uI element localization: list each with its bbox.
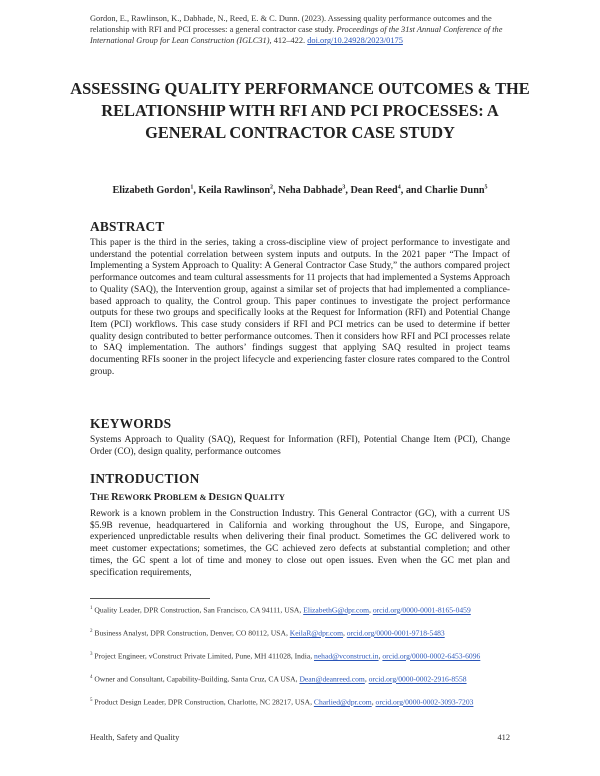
- footnote-3-email-link[interactable]: nehad@vconstruct.in: [314, 651, 379, 661]
- author-2: Keila Rawlinson$^2$,: [198, 185, 279, 197]
- footnote-2-orcid-link[interactable]: orcid.org/0000-0001-9718-5483: [346, 628, 445, 638]
- citation-doi-link[interactable]: doi.org/10.24928/2023/0175: [307, 36, 403, 45]
- citation-header: [90, 13, 510, 46]
- footnote-2: $^2$ Business Analyst, DPR Construction, Denver, CO 80112, USA, KeilaR@dpr.com, orcid.org/0000-0001-9718-5483: [90, 628, 445, 638]
- footnote-3-orcid-link[interactable]: orcid.org/0000-0002-6453-6096: [382, 651, 481, 661]
- footnote-2-email-link[interactable]: KeilaR@dpr.com: [289, 628, 343, 638]
- abstract-heading: ABSTRACT: [90, 219, 165, 234]
- introduction-heading: INTRODUCTION: [90, 471, 200, 486]
- footnote-1: $^1$ Quality Leader, DPR Construction, San Francisco, CA 94111, USA, ElizabethG@dpr.com, orcid.org/0000-0001-8165-0459: [90, 605, 471, 615]
- paper-title: ASSESSING QUALITY PERFORMANCE OUTCOMES & THE RELATIONSHIP WITH RFI AND PCI PROCESSES: A GENERAL CONTRACTOR CASE STUDY: [70, 79, 530, 142]
- footnote-1-email-link[interactable]: ElizabethG@dpr.com: [303, 605, 370, 615]
- citation-pages: 412–422.: [273, 36, 306, 45]
- citation-text: Gordon, E., Rawlinson, K., Dabhade, N., Reed, E. & C. Dunn. (2023). Assessing quality performance outcomes and the relationship with RFI and PCI processes: a general contractor case study.: [90, 14, 492, 34]
- footnote-4-email-link[interactable]: Dean@deanreed.com: [299, 674, 365, 684]
- footnote-4: $^4$ Owner and Consultant, Capability-Building, Santa Cruz, CA USA, Dean@deanreed.com, orcid.org/0000-0002-2916-8558: [90, 674, 467, 684]
- rework-subheading: THE REWORK PROBLEM & DESIGN QUALITY: [90, 492, 285, 503]
- citation-proceedings: Proceedings of the 31st Annual Conference of the International Group for Lean Construction (IGLC31),: [90, 25, 503, 45]
- footnote-1-orcid-link[interactable]: orcid.org/0000-0001-8165-0459: [372, 605, 471, 615]
- footnote-5: $^5$ Product Design Leader, DPR Construction, Charlotte, NC 28217, USA, Charlied@dpr.com, orcid.org/0000-0002-3093-7203: [90, 697, 474, 707]
- author-list: [60, 185, 540, 196]
- abstract-text: This paper is the third in the series, taking a cross-discipline view of project performance to investigate and understand the potential correlation between system inputs and outputs. In the 2021 paper “The Impact of Implementing a System Approach to Quality: A General Contractor Case Study,” the authors compared project performance outcomes and team cultural assessments for 11 projects that had implemented a Systems Approach to Quality (SAQ), the Intervention group, against a similar set of projects that had implemented a compliance-based approach to quality, the Control group. This paper continues to investigate the project performance outputs for these two groups and specifically looks at the Request for Information (RFI) and Potential Change Item (PCI) workflows. This case study considers if RFI and PCI metrics can be used to determine if better quality design contributed to better performance outcomes. Then it considers how RFI and PCI processes relate to SAQ implementation. The authors’ findings suggest that applying SAQ resulted in project teams documenting RFIs sooner in the project lifecycle and experiencing faster closure rates compared to the Control group.: [90, 238, 510, 377]
- footnote-divider: [90, 598, 210, 599]
- footnote-4-orcid-link[interactable]: orcid.org/0000-0002-2916-8558: [368, 674, 467, 684]
- footnote-5-orcid-link[interactable]: orcid.org/0000-0002-3093-7203: [375, 697, 474, 707]
- footnote-5-email-link[interactable]: Charlied@dpr.com: [313, 697, 372, 707]
- introduction-text: Rework is a known problem in the Construction Industry. This General Contractor (GC), with a current US $5.9B revenue, headquartered in California and working throughout the US, Europe, and Singapore, experienced unpredictable results when delivering their final product. Sometimes the GC delivered work to meet customer expectations; sometimes, the GC achieved zero defects at substantial completion; and other times, the GC spent a lot of time and money to close out open issues. Even when the GC met plan and specification requirements,: [90, 509, 510, 578]
- author-3: Neha Dabhade$^3$,: [278, 185, 351, 197]
- keywords-heading: KEYWORDS: [90, 416, 172, 431]
- author-5: Charlie Dunn$^5$: [424, 185, 488, 197]
- footer-page-number: 412: [497, 733, 510, 742]
- keywords-text: Systems Approach to Quality (SAQ), Request for Information (RFI), Potential Change Item (PCI), Change Order (CO), design quality, performance outcomes: [90, 435, 510, 457]
- author-1: Elizabeth Gordon$^1$,: [112, 185, 199, 197]
- footer-section-name: Health, Safety and Quality: [90, 733, 180, 742]
- footnote-3: $^3$ Project Engineer, vConstruct Private Limited, Pune, MH 411028, India, nehad@vconstruct.in, orcid.org/0000-0002-6453-6096: [90, 651, 481, 661]
- author-4: Dean Reed$^4$, and: [350, 185, 425, 197]
